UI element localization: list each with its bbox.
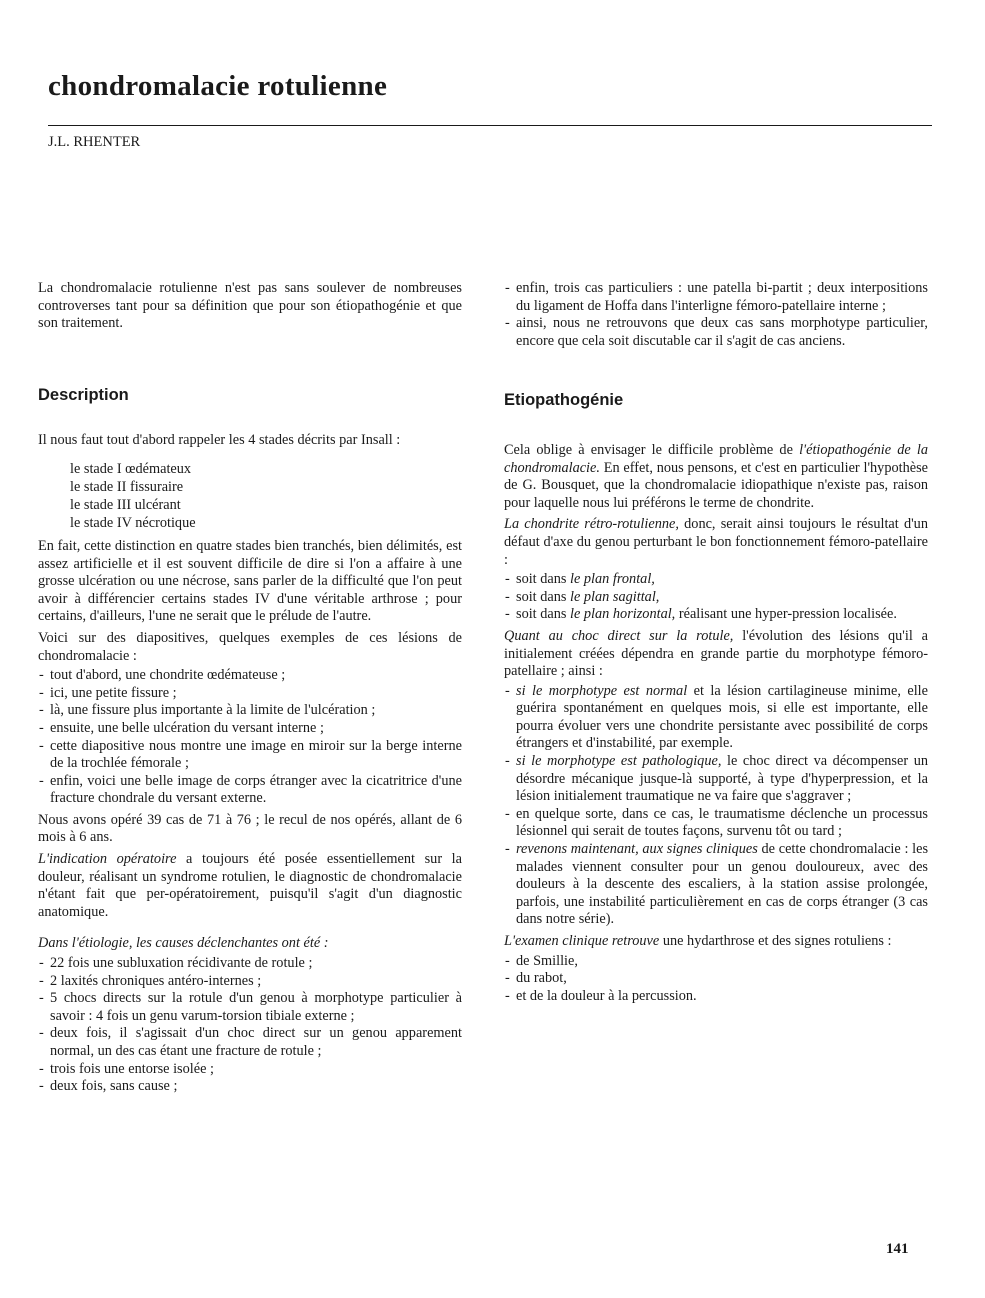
morphotype-list <box>504 683 928 929</box>
list-item: - trois fois une entorse isolée ; <box>38 1061 462 1079</box>
etiologie-italic: Dans l'étiologie, les causes déclenchantes ont été : <box>38 935 329 952</box>
etio-italic: L'examen clinique retrouve <box>504 933 660 949</box>
list-item: - enfin, voici une belle image de corps étranger avec la cicatritrice d'une fracture chondrale du versant externe. <box>38 773 462 808</box>
list-item <box>504 571 928 589</box>
left-column <box>38 280 462 1098</box>
morph-text: en quelque sorte, dans ce cas, le traumatisme déclenche un processus lésionnel qui serait de toutes façons, survenu tôt ou tard ; <box>516 805 928 840</box>
list-item: - ainsi, nous ne retrouvons que deux cas sans morphotype particulier, encore que cela soit discutable car il s'agit de cas anciens. <box>504 315 928 350</box>
plans-list <box>504 571 928 624</box>
list-item: - enfin, trois cas particuliers : une patella bi-partit ; deux interpositions du ligament de Hoffa dans l'interligne fémoro-patellaire interne ; <box>504 280 928 315</box>
plan-italic: le plan frontal, <box>570 571 655 588</box>
list-item <box>504 806 928 841</box>
etio-italic: La chondrite rétro-rotulienne, <box>504 516 679 533</box>
intro-paragraph: La chondromalacie rotulienne n'est pas sans soulever de nombreuses controverses tant pour sa définition que pour son étiopathogénie et que son traitement. <box>38 280 462 332</box>
stades-intro: Il nous faut tout d'abord rappeler les 4 stades décrits par Insall : <box>38 432 401 449</box>
list-item: - cette diapositive nous montre une image en miroir sur la berge interne de la trochlée fémorale ; <box>38 738 462 773</box>
list-item: - 22 fois une subluxation récidivante de rotule ; <box>38 955 462 973</box>
etio-italic: l'étiopathogénie de la chondromalacie. <box>504 441 928 476</box>
author-name: J.L. RHENTER <box>48 134 141 150</box>
etio-paragraph-2 <box>504 516 928 569</box>
title-rule <box>48 125 932 126</box>
list-item <box>504 753 928 806</box>
stade-item: le stade II fissuraire <box>70 478 184 495</box>
indication-text: a toujours été posée essentiellement sur la douleur, réalisant un syndrome rotulien, le diagnostic de chondromalacie n'étant fait que per-opératoirement, puisqu'il s'agit d'un diagnostic anatomique. <box>38 851 462 920</box>
etio-paragraph-3 <box>504 628 928 681</box>
etio-text: l'évolution des lésions qu'il a initialement créées dépendra en grande partie du morphotype fémoro-patellaire ; ainsi : <box>504 627 928 680</box>
etio-text: En effet, nous pensons, et c'est en particulier l'hypothèse de G. Bousquet, que la chondromalacie idiopathique n'existe pas, raison pour laquelle nous lui préférons le terme de chondrite. <box>504 459 928 511</box>
operes-paragraph: Nous avons opéré 39 cas de 71 à 76 ; le recul de nos opérés, allant de 6 mois à 6 ans. <box>38 811 462 846</box>
stade-item: le stade IV nécrotique <box>70 514 196 531</box>
plan-text: soit dans <box>516 571 571 588</box>
plan-text: soit dans <box>516 588 571 605</box>
etio-italic: Quant au choc direct sur la rotule, <box>504 627 734 644</box>
list-item <box>504 683 928 753</box>
etiologie-paragraph <box>38 935 462 953</box>
indication-italic: L'indication opératoire <box>38 851 177 868</box>
morph-text: de cette chondromalacie : les malades viennent consulter pour un genou douloureux, avec des douleurs à la descente des escaliers, à la station assise prolongée, parfois, une instabilité particulièrement en cas de corps étranger (3 cas dans notre série). <box>516 841 929 928</box>
morph-italic: revenons maintenant, aux signes cliniques <box>516 841 758 858</box>
article-title: chondromalacie rotulienne <box>48 70 388 102</box>
stades-list <box>70 460 462 532</box>
list-item: - ensuite, une belle ulcération du versant interne ; <box>38 720 462 738</box>
list-item: - 2 laxités chroniques antéro-internes ; <box>38 973 462 991</box>
list-item: - et de la douleur à la percussion. <box>504 988 928 1006</box>
etio-text: une hydarthrose et des signes rotuliens : <box>659 933 892 949</box>
plan-italic: le plan horizontal, <box>570 606 676 623</box>
stade-item: le stade III ulcérant <box>70 496 181 513</box>
list-item <box>504 606 928 624</box>
list-item: - 5 chocs directs sur la rotule d'un genou à morphotype particulier à savoir : 4 fois un genu varum-torsion tibiale externe ; <box>38 990 462 1025</box>
list-item <box>504 589 928 607</box>
list-item <box>504 841 928 929</box>
list-item: - tout d'abord, une chondrite œdémateuse ; <box>38 667 462 685</box>
list-item: - deux fois, il s'agissait d'un choc direct sur un genou apparement normal, un des cas étant une fracture de rotule ; <box>38 1025 462 1060</box>
list-item: - de Smillie, <box>504 953 928 971</box>
voici-paragraph: Voici sur des diapositives, quelques exemples de ces lésions de chondromalacie : <box>38 629 462 664</box>
etio-paragraph-1 <box>504 442 928 512</box>
morph-text: et la lésion cartilagineuse minime, elle guérira spontanément en quelques mois, si elle est importante, elle pourra évoluer vers une chondrite persistante avec possibilité de corps étrangers et d'instabilité, par exemple. <box>516 682 928 752</box>
stade-item: le stade I œdémateux <box>70 460 192 477</box>
etiopathogenie-heading: Etiopathogénie <box>504 391 624 410</box>
list-item: - ici, une petite fissure ; <box>38 685 462 703</box>
plan-text: réalisant une hyper-pression localisée. <box>675 606 897 623</box>
morph-italic: si le morphotype est pathologique, <box>516 753 722 770</box>
etio-text: donc, serait ainsi toujours le résultat d'un défaut d'axe du genou perturbant le bon fonctionnement fémoro-patellaire : <box>504 516 928 568</box>
en-fait-paragraph: En fait, cette distinction en quatre stades bien tranchés, bien délimités, est assez artificielle et il est souvent difficile de dire si l'on a affaire à une grosse ulcération ou une nécrose, sans parler de la difficulté que l'on peut avoir à différencier certains stades IV d'une véritable arthrose ; pour certains, d'ailleurs, l'une ne serait que le prélude de l'autre. <box>38 537 462 625</box>
signes-list <box>504 953 928 1006</box>
cas-list <box>504 280 928 350</box>
etio-text: Cela oblige à envisager le difficile problème de <box>504 441 800 458</box>
plan-text: soit dans <box>516 606 571 623</box>
plan-italic: le plan sagittal, <box>570 588 660 605</box>
diapositives-list <box>38 667 462 808</box>
description-heading: Description <box>38 385 129 404</box>
etio-paragraph-4 <box>504 933 928 951</box>
page-number: 141 <box>886 1241 909 1257</box>
indication-paragraph <box>38 851 462 921</box>
list-item: - là, une fissure plus importante à la limite de l'ulcération ; <box>38 702 462 720</box>
right-column <box>504 280 928 1007</box>
list-item: - deux fois, sans cause ; <box>38 1078 462 1096</box>
morph-text: le choc direct va décompenser un désordre mécanique jusque-là supporté, à type d'hyperpression, et la lésion initialement traumatique ne va faire que s'aggraver ; <box>516 753 928 805</box>
morph-italic: si le morphotype est normal <box>516 682 688 699</box>
causes-list <box>38 955 462 1096</box>
list-item: - du rabot, <box>504 970 928 988</box>
